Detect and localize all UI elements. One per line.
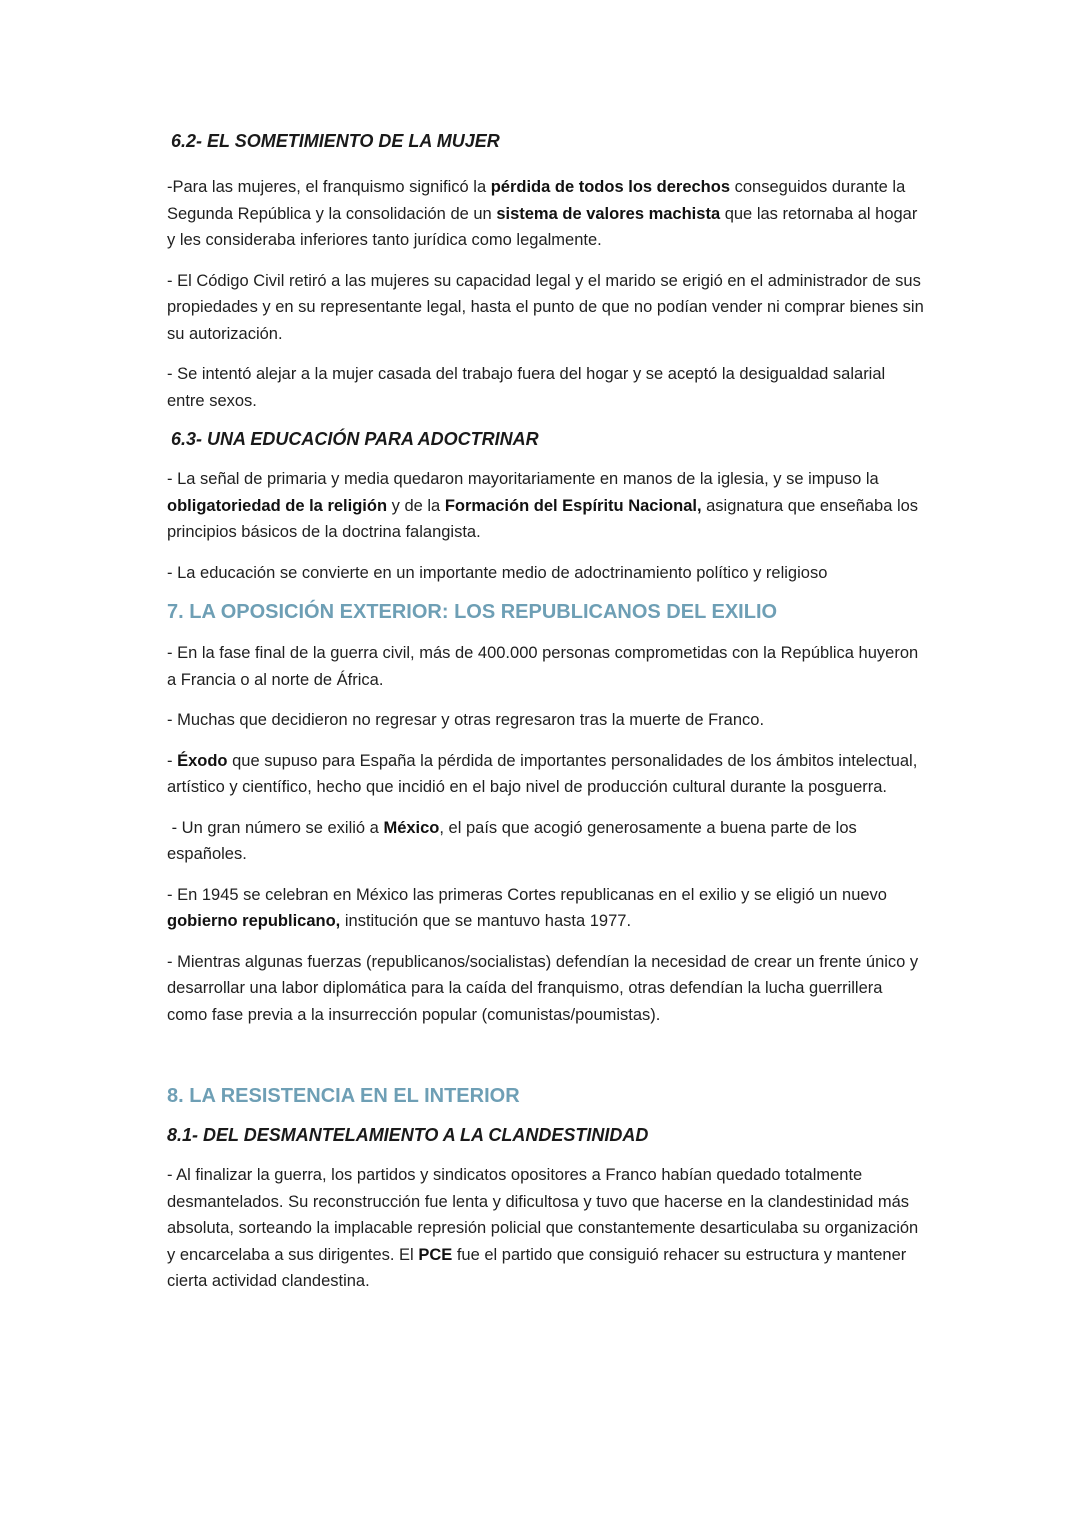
- paragraph-6-2-3: - Se intentó alejar a la mujer casada del trabajo fuera del hogar y se aceptó la desigualdad salarial entre sexos.: [167, 365, 886, 410]
- paragraph-7-2: - Muchas que decidieron no regresar y otras regresaron tras la muerte de Franco.: [167, 711, 765, 729]
- heading-6-3: 6.3- UNA EDUCACIÓN PARA ADOCTRINAR: [171, 429, 539, 449]
- paragraph-7-5: - En 1945 se celebran en México las primeras Cortes republicanas en el exilio y se eligió un nuevo gobierno republicano, institución que se mantuvo hasta 1977.: [167, 885, 887, 930]
- paragraph-6-2-1: -Para las mujeres, el franquismo significó la pérdida de todos los derechos conseguidos durante la Segunda República y la consolidación de un sistema de valores machista que las retornaba al hogar y les consideraba inferiores tanto jurídica como legalmente.: [167, 178, 918, 249]
- heading-7: 7. LA OPOSICIÓN EXTERIOR: LOS REPUBLICANOS DEL EXILIO: [167, 601, 778, 623]
- paragraph-6-3-1: - La señal de primaria y media quedaron mayoritariamente en manos de la iglesia, y se impuso la obligatoriedad de la religión y de la Formación del Espíritu Nacional, asignatura que enseñaba los principios básicos de la doctrina falangista.: [167, 470, 919, 541]
- paragraph-8-1-1: - Al finalizar la guerra, los partidos y sindicatos opositores a Franco habían quedado totalmente desmantelados. Su reconstrucción fue lenta y dificultosa y tuvo que hacerse en la clandestinidad más absoluta, sorteando la implacable represión policial que constantemente desarticulaba su organización y encarcelaba a sus dirigentes. El PCE fue el partido que consiguió rehacer su estructura y mantener cierta actividad clandestina.: [167, 1166, 919, 1290]
- paragraph-7-4: - Un gran número se exilió a México, el país que acogió generosamente a buena parte de los españoles.: [167, 818, 862, 863]
- paragraph-7-6: - Mientras algunas fuerzas (republicanos/socialistas) defendían la necesidad de crear un frente único y desarrollar una labor diplomática para la caída del franquismo, otras defendían la lucha guerrillera como fase previa a la insurrección popular (comunistas/poumistas).: [167, 952, 919, 1024]
- heading-8: 8. LA RESISTENCIA EN EL INTERIOR: [167, 1085, 520, 1107]
- paragraph-7-1: - En la fase final de la guerra civil, más de 400.000 personas comprometidas con la República huyeron a Francia o al norte de África.: [167, 644, 919, 689]
- paragraph-6-3-2: - La educación se convierte en un importante medio de adoctrinamiento político y religioso: [167, 563, 828, 582]
- paragraph-6-2-2: - El Código Civil retiró a las mujeres su capacidad legal y el marido se erigió en el administrador de sus propiedades y en su representante legal, hasta el punto de que no podían vender ni comprar bienes sin su autorización.: [167, 271, 924, 343]
- document-page: [167, 128, 927, 1309]
- heading-6-2: 6.2- EL SOMETIMIENTO DE LA MUJER: [171, 131, 500, 151]
- paragraph-7-3: - Éxodo que supuso para España la pérdida de importantes personalidades de los ámbitos intelectual, artístico y científico, hecho que incidió en el bajo nivel de producción cultural durante la posguerra.: [167, 751, 918, 796]
- heading-8-1: 8.1- DEL DESMANTELAMIENTO A LA CLANDESTINIDAD: [167, 1125, 649, 1145]
